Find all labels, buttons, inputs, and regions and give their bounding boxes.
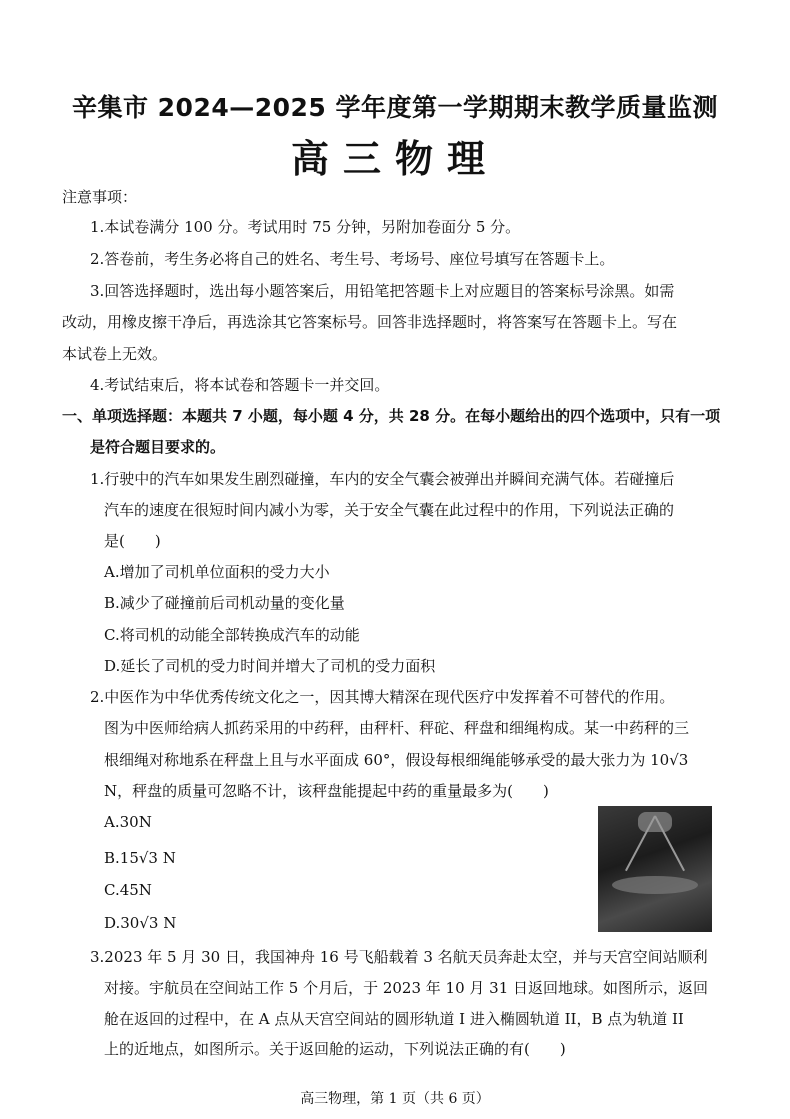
question-1-text: 汽车的速度在很短时间内减小为零，关于安全气囊在此过程中的作用，下列说法正确的 <box>104 501 675 519</box>
question-2-option-d: D.30√3 N <box>104 914 177 932</box>
notice-item: 本试卷上无效。 <box>62 345 168 363</box>
question-2-option-c: C.45N <box>104 881 152 899</box>
question-2-text: N，秤盘的质量可忽略不计，该秤盘能提起中药的重量最多为( ) <box>104 782 549 800</box>
question-2-option-b: B.15√3 N <box>104 849 176 867</box>
question-3-text: 对接。宇航员在空间站工作 5 个月后，于 2023 年 10 月 31 日返回地球。如图所示，返回 <box>104 979 709 997</box>
page-footer: 高三物理，第 1 页（共 6 页） <box>300 1091 490 1107</box>
section-title: 一、单项选择题：本题共 7 小题，每小题 4 分，共 28 分。在每小题给出的四个选项中，只有一项 <box>62 407 721 425</box>
question-1-option-b: B.减少了碰撞前后司机动量的变化量 <box>104 594 345 612</box>
question-3-text: 3.2023 年 5 月 30 日，我国神舟 16 号飞船载着 3 名航天员奔赴太空，并与天宫空间站顺利 <box>90 948 708 966</box>
notice-title: 注意事项： <box>62 188 138 206</box>
notice-item: 4.考试结束后，将本试卷和答题卡一并交回。 <box>90 376 390 394</box>
question-1-text: 1.行驶中的汽车如果发生剧烈碰撞，车内的安全气囊会被弹出并瞬间充满气体。若碰撞后 <box>90 470 675 488</box>
question-3-text: 舱在返回的过程中，在 A 点从天宫空间站的圆形轨道 I 进入椭圆轨道 II，B 点为轨道 II <box>104 1010 684 1028</box>
question-2-option-a: A.30N <box>104 813 152 831</box>
question-2-text: 图为中医师给病人抓药采用的中药秤，由秤杆、秤砣、秤盘和细绳构成。某一中药秤的三 <box>104 719 690 737</box>
notice-item: 2.答卷前，考生务必将自己的姓名、考生号、考场号、座位号填写在答题卡上。 <box>90 250 615 268</box>
question-3-text: 上的近地点，如图所示。关于返回舱的运动，下列说法正确的有( ) <box>104 1040 566 1058</box>
notice-item: 3.回答选择题时，选出每小题答案后，用铅笔把答题卡上对应题目的答案标号涂黑。如需 <box>90 282 675 300</box>
question-1-text: 是( ) <box>104 532 161 550</box>
subject-title: 高三物理 <box>290 137 499 181</box>
scale-pan-shape <box>612 876 698 894</box>
herb-scale-photo <box>598 806 712 932</box>
notice-item: 改动，用橡皮擦干净后，再选涂其它答案标号。回答非选择题时，将答案写在答题卡上。写在 <box>62 313 678 331</box>
question-2-text: 根细绳对称地系在秤盘上且与水平面成 60°，假设每根细绳能够承受的最大张力为 10√3 <box>104 751 689 769</box>
question-1-option-d: D.延长了司机的受力时间并增大了司机的受力面积 <box>104 657 436 675</box>
question-2-text: 2.中医作为中华优秀传统文化之一，因其博大精深在现代医疗中发挥着不可替代的作用。 <box>90 688 675 706</box>
notice-item: 1.本试卷满分 100 分。考试用时 75 分钟，另附加卷面分 5 分。 <box>90 218 521 236</box>
question-1-option-c: C.将司机的动能全部转换成汽车的动能 <box>104 626 360 644</box>
section-title: 是符合题目要求的。 <box>90 438 226 456</box>
exam-title: 辛集市 2024—2025 学年度第一学期期末教学质量监测 <box>71 93 719 122</box>
question-1-option-a: A.增加了司机单位面积的受力大小 <box>104 563 330 581</box>
